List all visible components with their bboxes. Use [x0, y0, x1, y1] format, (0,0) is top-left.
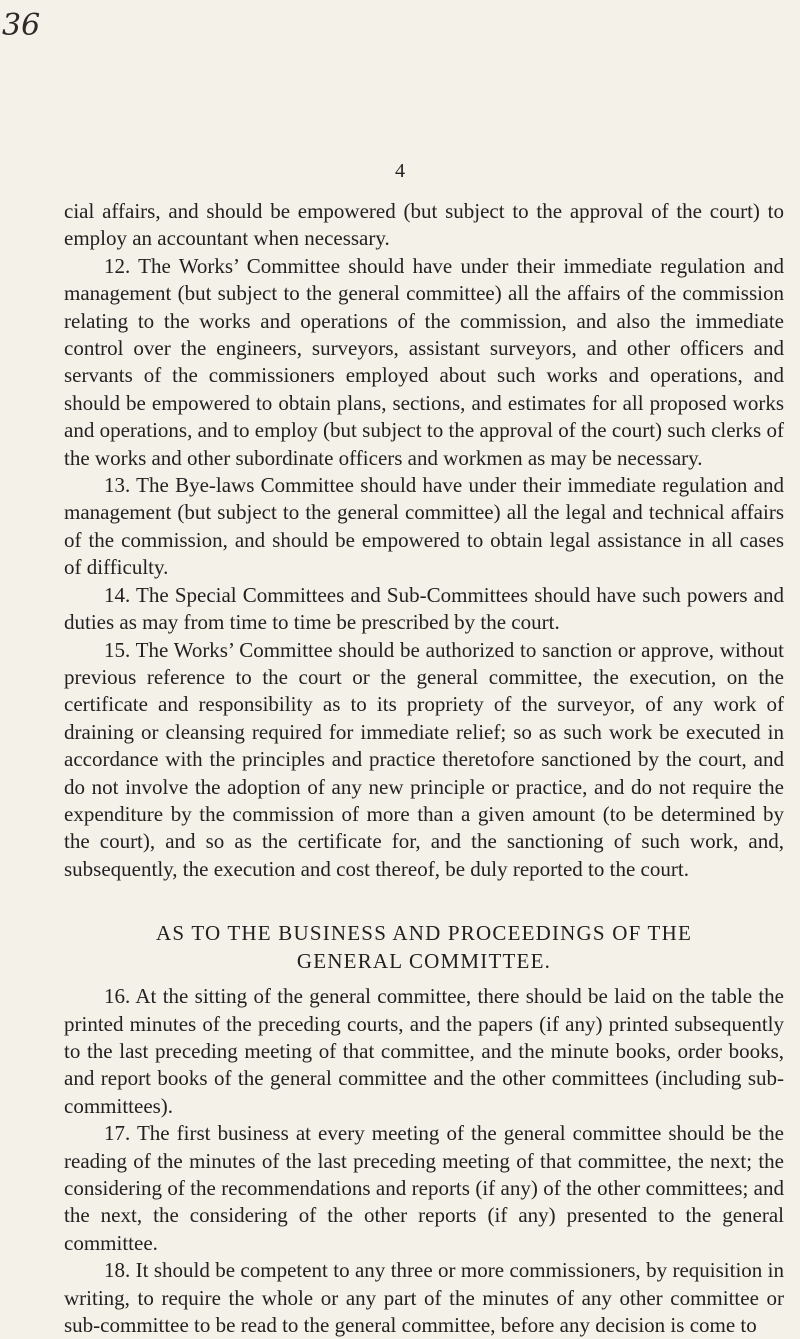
paragraph-18: 18. It should be competent to any three or more commissioners, by requisition in writing, to require the whole or any part of the minutes of any other committee or sub-committee to be read to the general committee, before any decision is come to: [64, 1258, 784, 1338]
paragraph-17: 17. The first business at every meeting of the general committee should be the reading of the minutes of the last preceding meeting of that committee, the next; the considering of the recommendations and reports (if any) of the other committees; and the next, the considering of the other reports (if any) presented to the general committee.: [64, 1121, 784, 1255]
handwritten-page-annotation: 36: [2, 8, 41, 43]
section-heading: AS TO THE BUSINESS AND PROCEEDINGS OF THE GENERAL COMMITTEE.: [156, 921, 692, 974]
page-number: 4: [395, 160, 405, 182]
paragraph-13: 13. The Bye-laws Committee should have under their immediate regulation and management (but subject to the general committee) all the legal and technical affairs of the commission, and should be empowered to obtain legal assistance in all cases of difficulty.: [64, 473, 784, 580]
document-body: [64, 198, 784, 1339]
paragraph-16: 16. At the sitting of the general committee, there should be laid on the table the printed minutes of the preceding courts, and the papers (if any) printed subsequently to the last preceding meeting of that committee, and the minute books, order books, and report books of the general committee and the other committees (including sub-committees).: [64, 984, 784, 1118]
paragraph-15: 15. The Works’ Committee should be authorized to sanction or approve, without previous reference to the court or the general committee, the execution, on the certificate and responsibility as to its propriety of the surveyor, of any work of draining or cleansing required for immediate relief; so as such work be executed in accordance with the principles and practice theretofore sanctioned by the court, and do not involve the adoption of any new principle or practice, and do not require the expenditure by the commission of more than a given amount (to be determined by the court), and so as the certificate for, and the sanctioning of such work, and, subsequently, the execution and cost thereof, be duly reported to the court.: [64, 637, 784, 881]
paragraph-12: 12. The Works’ Committee should have under their immediate regulation and management (but subject to the general committee) all the affairs of the commission relating to the works and operations of the commission, and also the immediate control over the engineers, surveyors, assistant surveyors, and other officers and servants of the commissioners employed about such works and operations, and should be empowered to obtain plans, sections, and estimates for all proposed works and operations, and to employ (but subject to the approval of the court) such clerks of the works and other subordinate officers and workmen as may be necessary.: [64, 253, 784, 470]
paragraph-11-continuation: cial affairs, and should be empowered (but subject to the approval of the court) to employ an accountant when necessary.: [64, 199, 784, 251]
paragraph-14: 14. The Special Committees and Sub-Committees should have such powers and duties as may from time to time be prescribed by the court.: [64, 582, 784, 635]
